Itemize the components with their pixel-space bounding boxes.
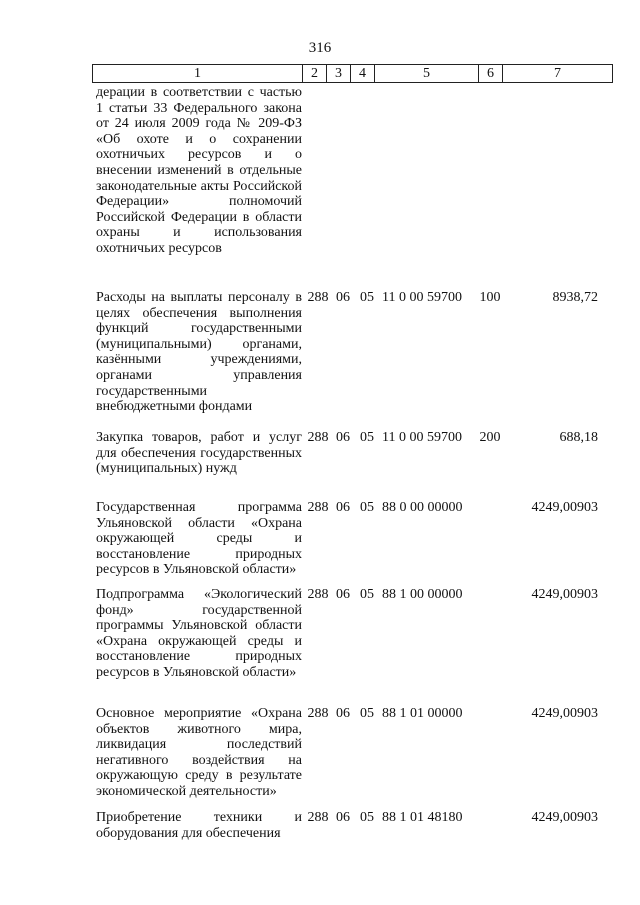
- column-header-5: 5: [375, 65, 479, 83]
- target-code: 88 1 00 00000: [382, 587, 463, 602]
- row-description: Расходы на выплаты персоналу в целях обеспечения выполнения функций государственными (муниципальными) органами, казёнными учреждениями, органами управления государственными внебюджетными фондами: [96, 290, 302, 415]
- subsection-code: 05: [360, 587, 374, 602]
- page-number: 316: [308, 40, 332, 56]
- subsection-code: 05: [360, 290, 374, 305]
- amount: 4249,00903: [531, 810, 598, 825]
- admin-code: 288: [307, 810, 329, 825]
- section-code: 06: [336, 430, 350, 445]
- expense-type-code: 100: [479, 290, 501, 305]
- column-header-1: 1: [93, 65, 303, 83]
- admin-code: 288: [307, 430, 329, 445]
- row-description: Подпрограмма «Экологический фонд» государственной программы Ульяновской области «Охрана окружающей среды и восстановление природных ресурсов в Ульяновской области»: [96, 587, 302, 680]
- row-description: дерации в соответствии с частью 1 статьи 33 Федерального закона от 24 июля 2009 года № 209-ФЗ «Об охоте и о сохранении охотничьих ресурсов и о внесении изменений в отдельные законодательные акты Российской Федерации» полномочий Российской Федерации в области охраны и использования охотничьих ресурсов: [96, 85, 302, 256]
- column-header-2: 2: [303, 65, 327, 83]
- section-code: 06: [336, 810, 350, 825]
- row-description: Государственная программа Ульяновской области «Охрана окружающей среды и восстановление природных ресурсов в Ульяновской области»: [96, 500, 302, 578]
- subsection-code: 05: [360, 706, 374, 721]
- admin-code: 288: [307, 706, 329, 721]
- row-description: Основное мероприятие «Охрана объектов животного мира, ликвидация последствий негативного воздействия на окружающую среду в результате экономической деятельности»: [96, 706, 302, 799]
- section-code: 06: [336, 290, 350, 305]
- subsection-code: 05: [360, 810, 374, 825]
- subsection-code: 05: [360, 500, 374, 515]
- admin-code: 288: [307, 290, 329, 305]
- row-description: Закупка товаров, работ и услуг для обеспечения государственных (муниципальных) нужд: [96, 430, 302, 477]
- target-code: 88 0 00 00000: [382, 500, 463, 515]
- amount: 4249,00903: [531, 706, 598, 721]
- amount: 4249,00903: [531, 587, 598, 602]
- section-code: 06: [336, 587, 350, 602]
- amount: 8938,72: [552, 290, 598, 305]
- column-header-3: 3: [327, 65, 351, 83]
- target-code: 11 0 00 59700: [382, 290, 462, 305]
- row-description: Приобретение техники и оборудования для обеспечения: [96, 810, 302, 841]
- column-header-table: [92, 64, 613, 83]
- column-header-4: 4: [351, 65, 375, 83]
- section-code: 06: [336, 500, 350, 515]
- target-code: 88 1 01 00000: [382, 706, 463, 721]
- subsection-code: 05: [360, 430, 374, 445]
- column-header-7: 7: [503, 65, 613, 83]
- target-code: 88 1 01 48180: [382, 810, 463, 825]
- expense-type-code: 200: [479, 430, 501, 445]
- amount: 688,18: [559, 430, 598, 445]
- target-code: 11 0 00 59700: [382, 430, 462, 445]
- admin-code: 288: [307, 500, 329, 515]
- admin-code: 288: [307, 587, 329, 602]
- amount: 4249,00903: [531, 500, 598, 515]
- column-header-6: 6: [479, 65, 503, 83]
- section-code: 06: [336, 706, 350, 721]
